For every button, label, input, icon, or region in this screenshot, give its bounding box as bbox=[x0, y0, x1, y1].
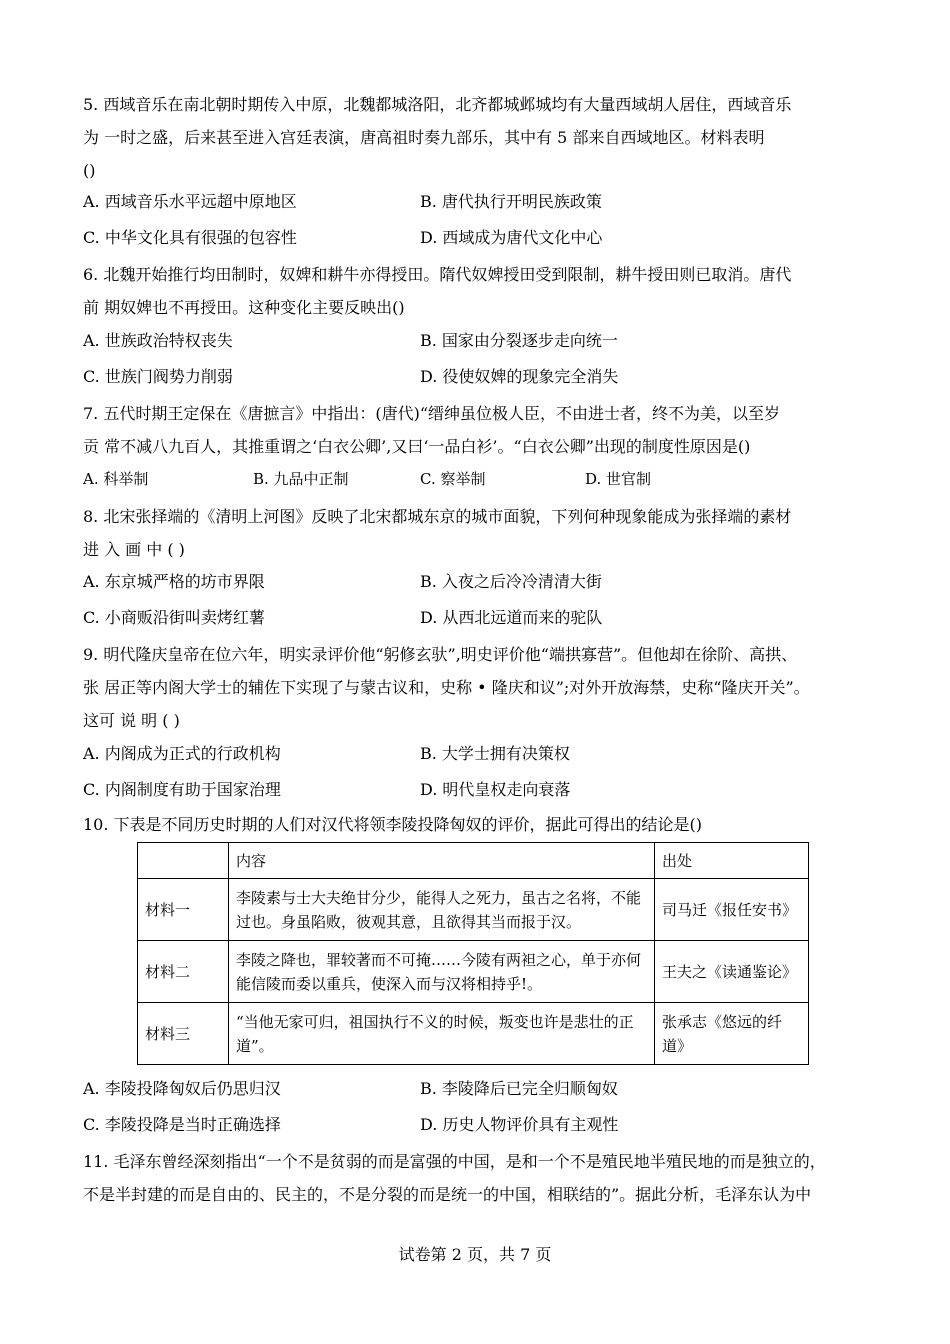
question-5-stem-line-2: 为 一时之盛，后来甚至进入宫廷表演，唐高祖时奏九部乐，其中有 5 部来自西域地区。材料表明 bbox=[83, 128, 765, 147]
table-cell-source: 王夫之《读通鉴论》 bbox=[655, 941, 809, 1003]
question-7-option-c: C. 察举制 bbox=[420, 470, 486, 488]
question-10-option-c: C. 李陵投降是当时正确选择 bbox=[83, 1115, 281, 1134]
question-8-option-b: B. 入夜之后冷冷清清大街 bbox=[420, 572, 602, 591]
question-6-option-a: A. 世族政治特权丧失 bbox=[83, 331, 233, 350]
question-9-stem-line-2: 张 居正等内阁大学士的辅佐下实现了与蒙古议和，史称 • 隆庆和议”;对外开放海禁，史称“隆庆开关”。 bbox=[83, 678, 810, 697]
table-cell-material: 材料二 bbox=[138, 941, 229, 1003]
question-5-option-a: A. 西域音乐水平远超中原地区 bbox=[83, 192, 297, 211]
question-7-stem-line-2: 贡 常不减八九百人，其推重谓之‘白衣公卿’,又曰‘一品白衫’。“白衣公卿”出现的制度性原因是() bbox=[83, 437, 751, 456]
page-footer: 试卷第 2 页，共 7 页 bbox=[398, 1245, 552, 1264]
table-header-row bbox=[138, 843, 809, 879]
question-7-option-d: D. 世官制 bbox=[585, 470, 652, 488]
table-cell-source: 司马迁《报任安书》 bbox=[655, 879, 809, 941]
table-row bbox=[138, 1003, 809, 1065]
question-5-option-b: B. 唐代执行开明民族政策 bbox=[420, 192, 602, 211]
table-cell-content: 李陵素与士大夫绝甘分少，能得人之死力，虽古之名将，不能过也。身虽陷败，彼观其意，且欲得其当而报于汉。 bbox=[229, 879, 655, 941]
question-6-option-c: C. 世族门阀势力削弱 bbox=[83, 367, 233, 386]
question-9-option-b: B. 大学士拥有决策权 bbox=[420, 744, 570, 763]
question-5-stem-line-3: () bbox=[83, 161, 96, 180]
question-7-stem-line-1: 7. 五代时期王定保在《唐摭言》中指出：(唐代)“缙绅虽位极人臣，不由进士者，终不为美，以至岁 bbox=[83, 404, 781, 423]
question-9-option-c: C. 内阁制度有助于国家治理 bbox=[83, 780, 281, 799]
question-9-stem-line-1: 9. 明代隆庆皇帝在位六年，明实录评价他“躬修玄驮”,明史评价他“端拱寡营”。但他却在徐阶、高拱、 bbox=[83, 645, 798, 664]
table-cell-material: 材料三 bbox=[138, 1003, 229, 1065]
table-row bbox=[138, 879, 809, 941]
question-10-option-b: B. 李陵降后已完全归顺匈奴 bbox=[420, 1079, 618, 1098]
question-5-stem-line-1: 5. 西域音乐在南北朝时期传入中原，北魏都城洛阳，北齐都城邺城均有大量西域胡人居住，西域音乐 bbox=[83, 95, 792, 114]
table-row bbox=[138, 941, 809, 1003]
question-10-option-a: A. 李陵投降匈奴后仍思归汉 bbox=[83, 1079, 281, 1098]
table-cell-content: 李陵之降也，罪较著而不可掩……今陵有两袒之心，单于亦何能信陵而委以重兵，使深入而与汉将相持乎!。 bbox=[229, 941, 655, 1003]
question-7-option-b: B. 九品中正制 bbox=[253, 470, 349, 488]
question-6-stem-line-1: 6. 北魏开始推行均田制时，奴婢和耕牛亦得授田。隋代奴婢授田受到限制，耕牛授田则已取消。唐代 bbox=[83, 265, 792, 284]
question-10-stem: 10. 下表是不同历史时期的人们对汉代将领李陵投降匈奴的评价，据此可得出的结论是() bbox=[83, 815, 703, 834]
question-8-option-a: A. 东京城严格的坊市界限 bbox=[83, 572, 265, 591]
table-header-cell bbox=[138, 843, 229, 879]
question-9-option-d: D. 明代皇权走向衰落 bbox=[420, 780, 571, 799]
table-cell-material: 材料一 bbox=[138, 879, 229, 941]
question-6-stem-line-2: 前 期奴婢也不再授田。这种变化主要反映出() bbox=[83, 298, 405, 317]
evaluation-table bbox=[137, 842, 809, 1065]
table-header-cell: 内容 bbox=[229, 843, 655, 879]
question-11-stem-line-2: 不是半封建的而是自由的、民主的，不是分裂的而是统一的中国，相联结的”。据此分析，毛泽东认为中 bbox=[83, 1185, 812, 1204]
question-8-stem-line-2: 进 入 画 中 ( ) bbox=[83, 540, 185, 559]
question-8-option-d: D. 从西北远道而来的驼队 bbox=[420, 608, 603, 627]
question-10-option-d: D. 历史人物评价具有主观性 bbox=[420, 1115, 619, 1134]
table-cell-source: 张承志《悠远的纤道》 bbox=[655, 1003, 809, 1065]
table-cell-content: “当他无家可归，祖国执行不义的时候，叛变也许是悲壮的正道”。 bbox=[229, 1003, 655, 1065]
question-9-option-a: A. 内阁成为正式的行政机构 bbox=[83, 744, 281, 763]
question-8-option-c: C. 小商贩沿街叫卖烤红薯 bbox=[83, 608, 265, 627]
question-11-stem-line-1: 11. 毛泽东曾经深刻指出“一个不是贫弱的而是富强的中国，是和一个不是殖民地半殖民地的而是独立的， bbox=[83, 1152, 826, 1171]
table-header-cell: 出处 bbox=[655, 843, 809, 879]
question-5-option-d: D. 西域成为唐代文化中心 bbox=[420, 228, 603, 247]
question-9-stem-line-3: 这可 说 明 ( ) bbox=[83, 711, 180, 730]
question-6-option-b: B. 国家由分裂逐步走向统一 bbox=[420, 331, 618, 350]
question-7-option-a: A. 科举制 bbox=[83, 470, 149, 488]
question-8-stem-line-1: 8. 北宋张择端的《清明上河图》反映了北宋都城东京的城市面貌，下列何种现象能成为张择端的素材 bbox=[83, 507, 792, 526]
question-5-option-c: C. 中华文化具有很强的包容性 bbox=[83, 228, 297, 247]
question-6-option-d: D. 役使奴婢的现象完全消失 bbox=[420, 367, 619, 386]
